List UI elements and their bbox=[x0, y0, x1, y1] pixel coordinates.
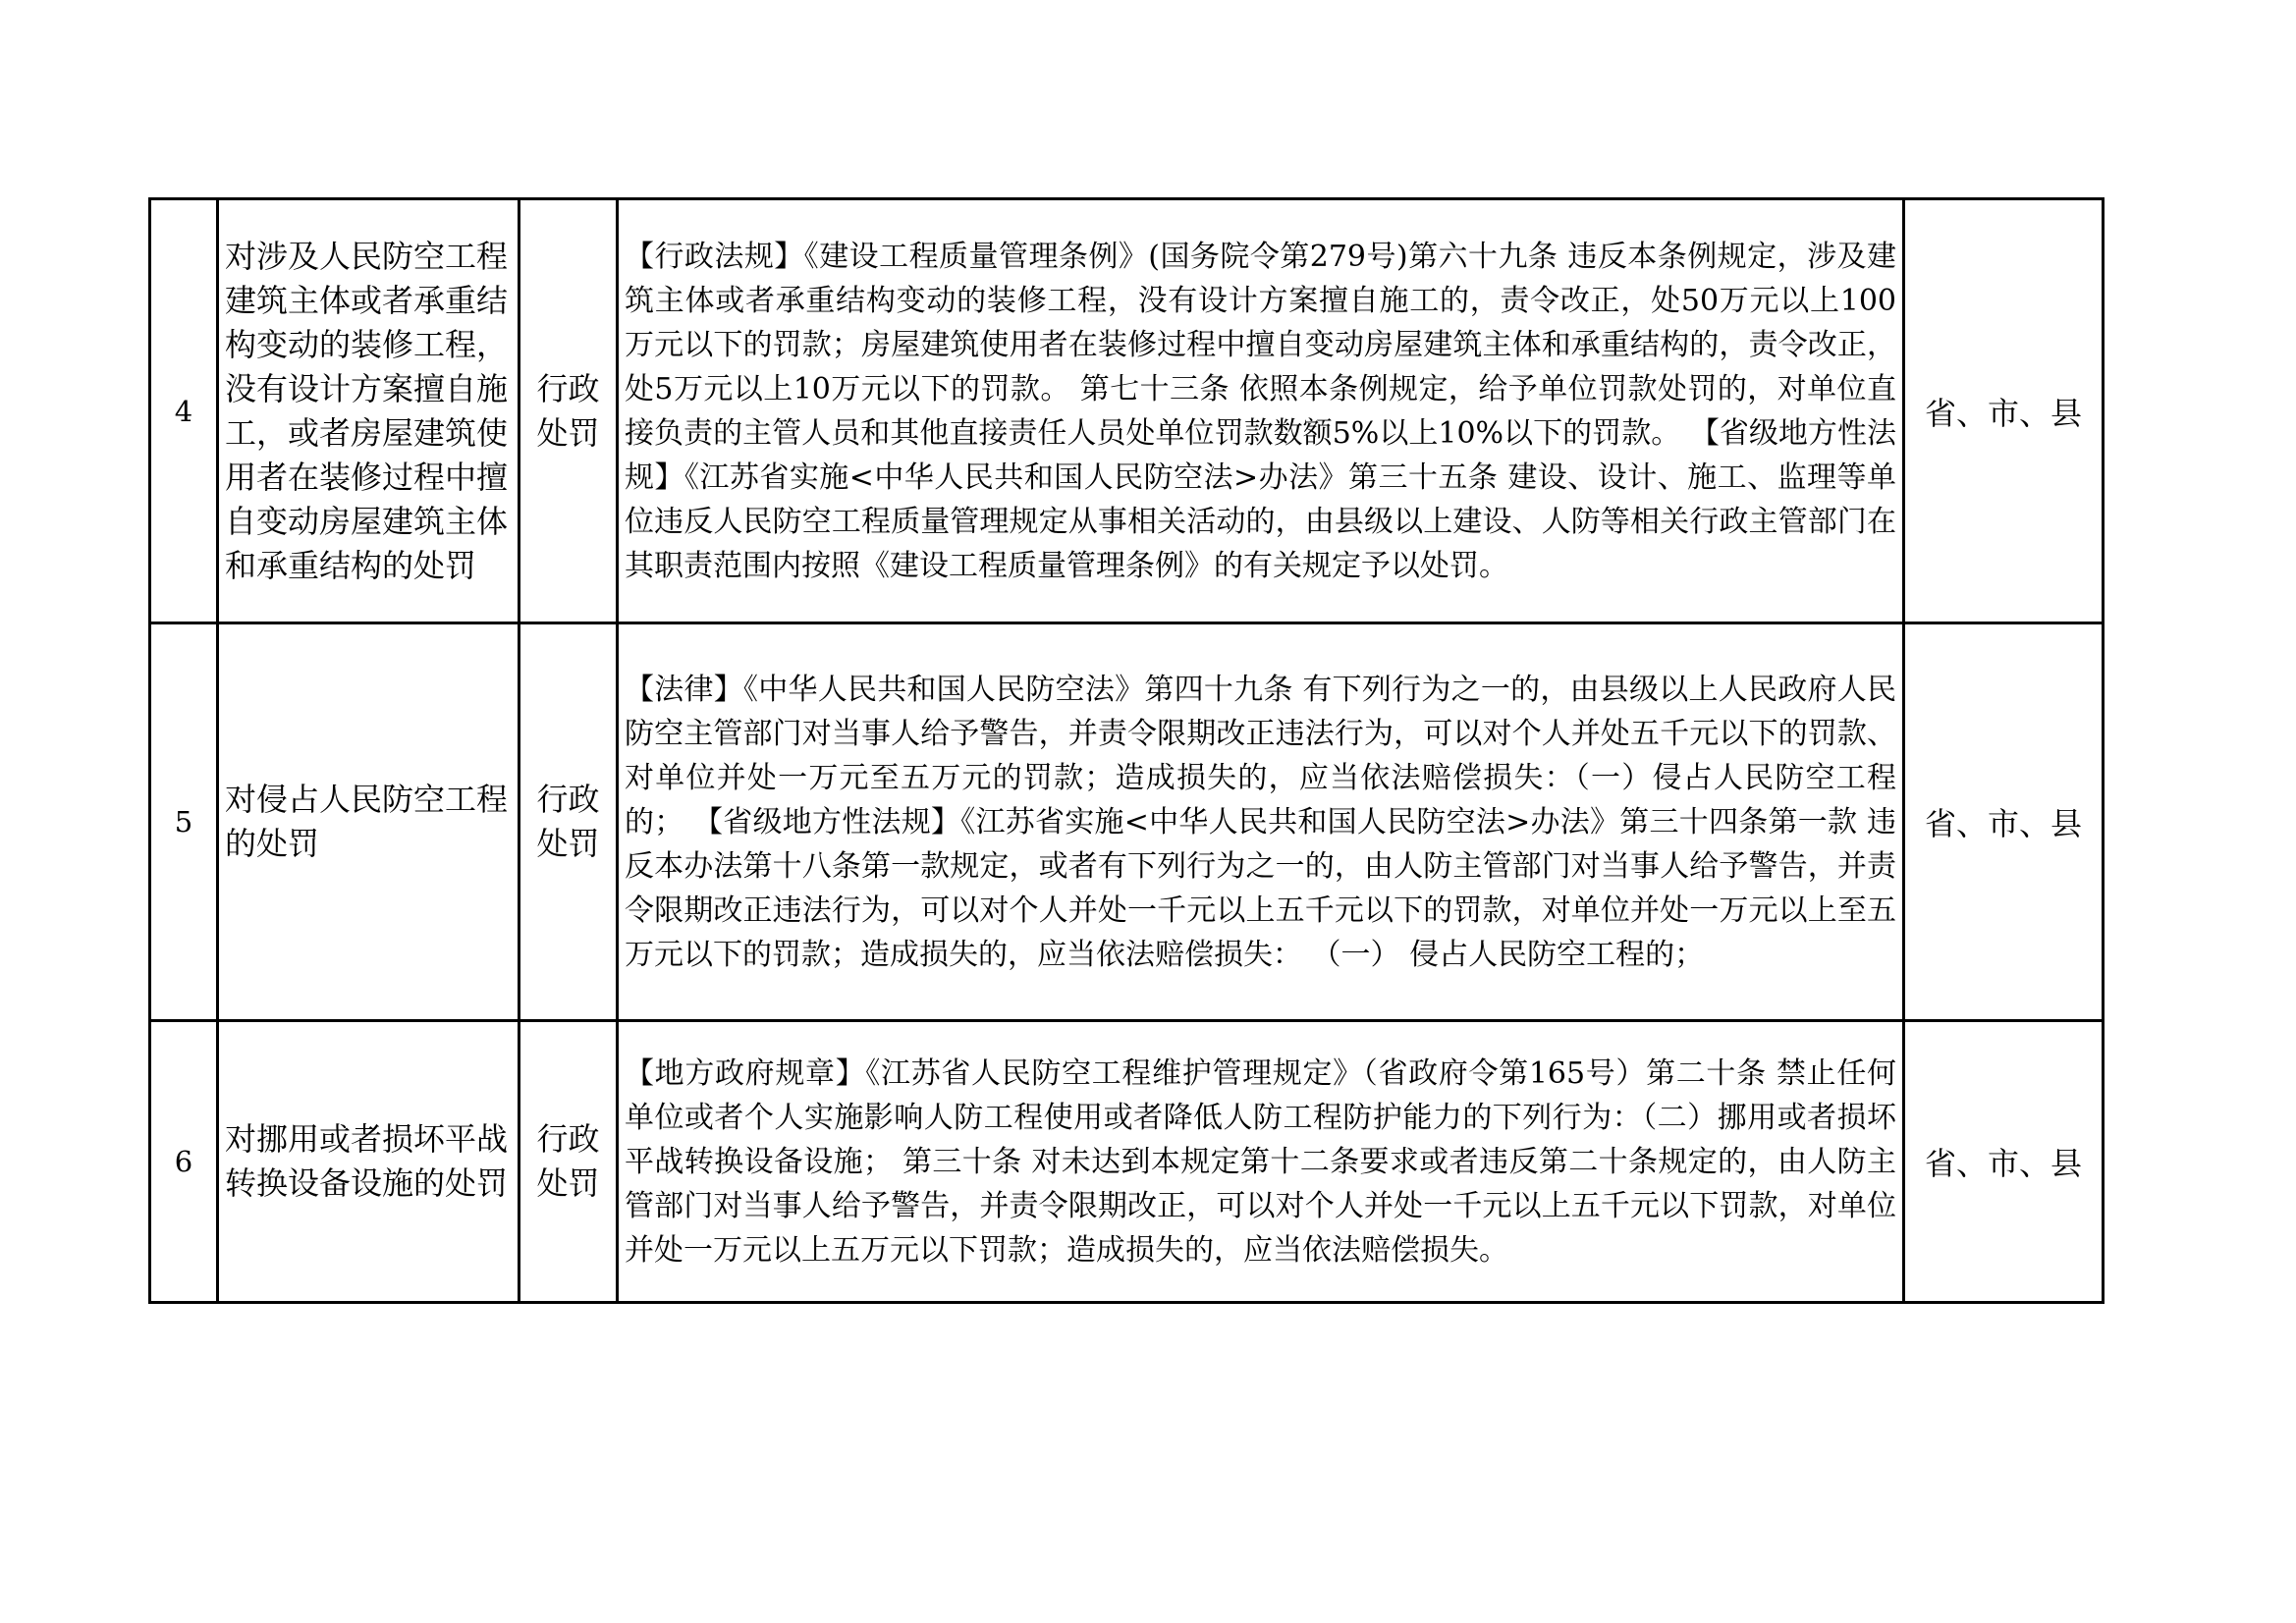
legal-basis: 【地方政府规章】《江苏省人民防空工程维护管理规定》（省政府令第165号）第二十条 禁止任何单位或者个人实施影响人防工程使用或者降低人防工程防护能力的下列行为：（二）挪用或者损坏平战转换设备设施； 第三十条 对未达到本规定第十二条要求或者违反第二十条规定的，由人防主管部门对当事人给予警告，并责令限期改正，可以对个人并处一千元以上五千元以下罚款，对单位并处一万元以上五万元以下罚款；造成损失的，应当依法赔偿损失。 bbox=[618, 1021, 1904, 1303]
row-number: 4 bbox=[150, 199, 218, 623]
exercise-level: 省、市、县 bbox=[1904, 623, 2104, 1021]
table-row bbox=[150, 1021, 2104, 1303]
legal-basis: 【法律】《中华人民共和国人民防空法》第四十九条 有下列行为之一的，由县级以上人民政府人民防空主管部门对当事人给予警告，并责令限期改正违法行为，可以对个人并处五千元以下的罚款、对单位并处一万元至五万元的罚款；造成损失的，应当依法赔偿损失：（一）侵占人民防空工程的； 【省级地方性法规】《江苏省实施<中华人民共和国人民防空法>办法》第三十四条第一款 违反本办法第十八条第一款规定，或者有下列行为之一的，由人防主管部门对当事人给予警告，并责令限期改正违法行为，可以对个人并处一千元以上五千元以下的罚款，对单位并处一万元以上至五万元以下的罚款；造成损失的，应当依法赔偿损失： （一） 侵占人民防空工程的； bbox=[618, 623, 1904, 1021]
row-number: 5 bbox=[150, 623, 218, 1021]
item-type: 行政处罚 bbox=[519, 623, 618, 1021]
table-row bbox=[150, 199, 2104, 623]
exercise-level: 省、市、县 bbox=[1904, 199, 2104, 623]
power-list-table bbox=[148, 197, 2105, 1304]
row-number: 6 bbox=[150, 1021, 218, 1303]
item-name: 对侵占人民防空工程的处罚 bbox=[218, 623, 519, 1021]
item-name: 对挪用或者损坏平战转换设备设施的处罚 bbox=[218, 1021, 519, 1303]
item-name: 对涉及人民防空工程建筑主体或者承重结构变动的装修工程，没有设计方案擅自施工，或者房屋建筑使用者在装修过程中擅自变动房屋建筑主体和承重结构的处罚 bbox=[218, 199, 519, 623]
item-type: 行政处罚 bbox=[519, 1021, 618, 1303]
item-type: 行政处罚 bbox=[519, 199, 618, 623]
table-row bbox=[150, 623, 2104, 1021]
exercise-level: 省、市、县 bbox=[1904, 1021, 2104, 1303]
legal-basis: 【行政法规】《建设工程质量管理条例》(国务院令第279号)第六十九条 违反本条例规定，涉及建筑主体或者承重结构变动的装修工程，没有设计方案擅自施工的，责令改正，处50万元以上100万元以下的罚款；房屋建筑使用者在装修过程中擅自变动房屋建筑主体和承重结构的，责令改正，处5万元以上10万元以下的罚款。 第七十三条 依照本条例规定，给予单位罚款处罚的，对单位直接负责的主管人员和其他直接责任人员处单位罚款数额5%以上10%以下的罚款。 【省级地方性法规】《江苏省实施<中华人民共和国人民防空法>办法》第三十五条 建设、设计、施工、监理等单位违反人民防空工程质量管理规定从事相关活动的，由县级以上建设、人防等相关行政主管部门在其职责范围内按照《建设工程质量管理条例》的有关规定予以处罚。 bbox=[618, 199, 1904, 623]
